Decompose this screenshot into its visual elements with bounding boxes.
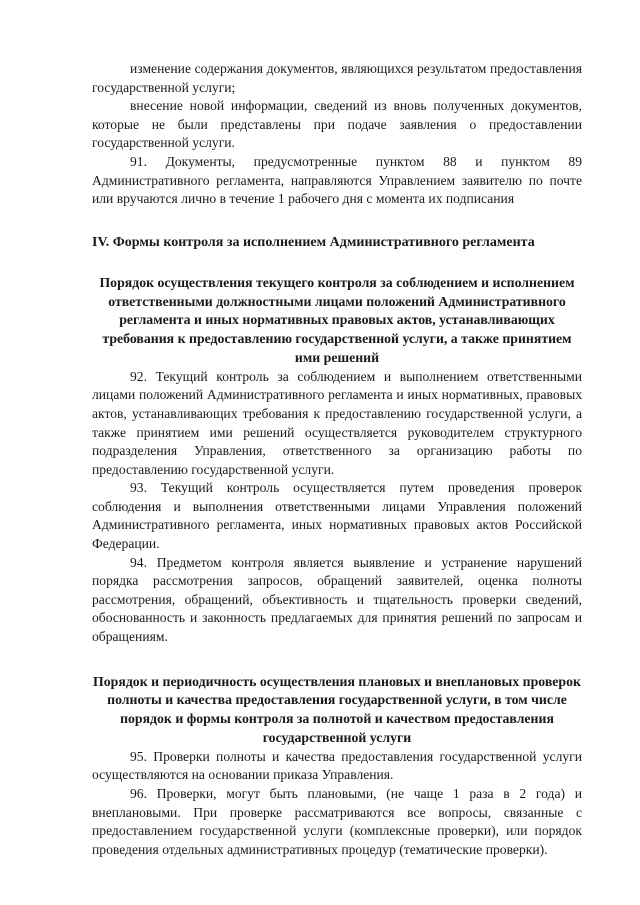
- paragraph-91: 91. Документы, предусмотренные пунктом 88 и пунктом 89 Административного регламента, направляются Управлением заявителю по почте или вручаются лично в течение 1 рабочего дня с момента их подписания: [92, 153, 582, 207]
- subheading-inspections: Порядок и периодичность осуществления плановых и внеплановых проверок полноты и качества предоставления государственной услуги, в том числе порядок и формы контроля за полнотой и качеством предоставления государственной услуги: [93, 673, 581, 746]
- paragraph-93: 93. Текущий контроль осуществляется путем проведения проверок соблюдения и выполнения ответственными лицами Управления положений Административного регламента, иных нормативных правовых актов Российской Федерации.: [92, 480, 582, 552]
- paragraph-change-content: изменение содержания документов, являющихся результатом предоставления государственной услуги;: [92, 61, 582, 95]
- subheading-current-control: Порядок осуществления текущего контроля за соблюдением и исполнением ответственными должностными лицами положений Административного регламента и иных нормативных правовых актов, устанавливающих требования к предоставлению государственной услуги, а также принятием ими решений: [99, 274, 575, 365]
- paragraph-new-information: внесение новой информации, сведений из вновь полученных документов, которые не были представлены при подаче заявления о предоставлении государственной услуги.: [92, 98, 582, 151]
- document-page: [92, 60, 582, 859]
- paragraph-96: 96. Проверки, могут быть плановыми, (не чаще 1 раза в 2 года) и внеплановыми. При проверке рассматриваются все вопросы, связанные с предоставлением государственной услуги (комплексные проверки), или порядок проведения отдельных административных процедур (тематические проверки).: [92, 786, 582, 857]
- paragraph-94: 94. Предметом контроля является выявление и устранение нарушений порядка рассмотрения запросов, обращений заявителей, оценка полноты рассмотрения, обращений, объективность и тщательность проверки сведений, обоснованность и законность предлагаемых для принятия решений по запросам и обращениям.: [92, 554, 582, 645]
- paragraph-92: 92. Текущий контроль за соблюдением и выполнением ответственными лицами положений Административного регламента и иных нормативных, правовых актов, устанавливающих требования к предоставлению государственной услуги, а также принятием ими решений осуществляется руководителем структурного подразделения Управления, ответственного за организацию работы по предоставлению государственной услуги.: [92, 368, 582, 477]
- section-heading-iv: IV. Формы контроля за исполнением Административного регламента: [92, 234, 535, 250]
- paragraph-95: 95. Проверки полноты и качества предоставления государственной услуги осуществляются на основании приказа Управления.: [92, 748, 582, 783]
